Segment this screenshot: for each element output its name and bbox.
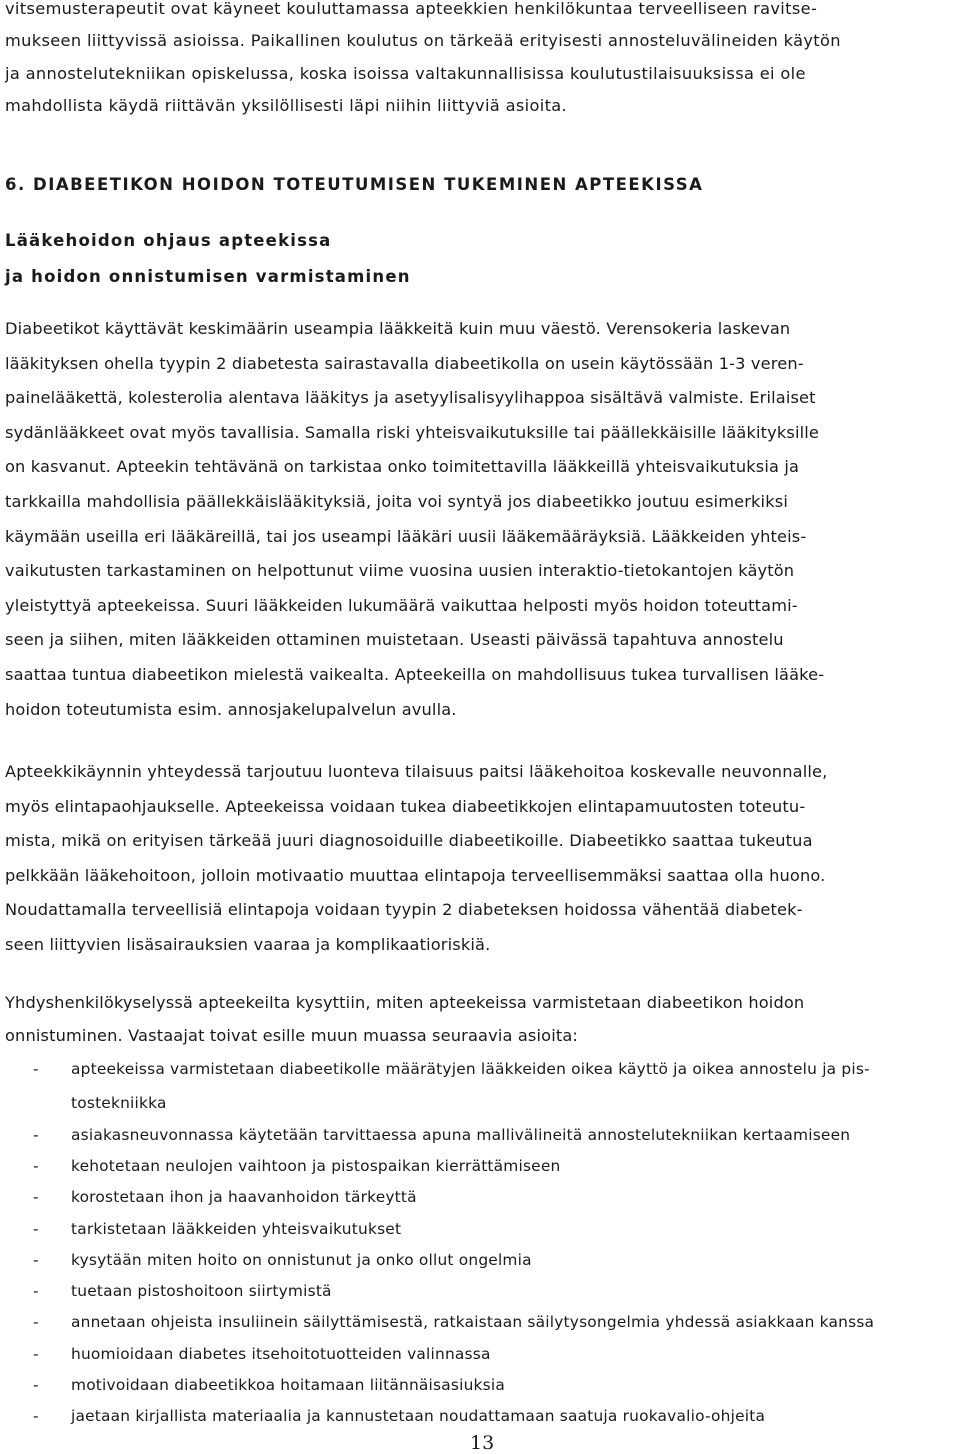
- subheading-line: ja hoidon onnistumisen varmistaminen: [5, 267, 411, 286]
- bullet-dash: -: [33, 1060, 39, 1078]
- bullet-dash: -: [33, 1407, 39, 1425]
- paragraph-line: Diabeetikot käyttävät keskimäärin useampia lääkkeitä kuin muu väestö. Verensokeria laskevan: [5, 319, 791, 338]
- list-item-text: huomioidaan diabetes itsehoitotuotteiden valinnassa: [71, 1345, 491, 1363]
- intro-line: mukseen liittyvissä asioissa. Paikallinen koulutus on tärkeää erityisesti annosteluvälineiden käytön: [5, 31, 841, 51]
- intro-line: mahdollista käydä riittävän yksilöllisesti läpi niihin liittyviä asioita.: [5, 95, 568, 115]
- paragraph-line: seen ja siihen, miten lääkkeiden ottaminen muistetaan. Useasti päivässä tapahtuva annostelu: [5, 630, 784, 650]
- paragraph-line: tarkkailla mahdollisia päällekkäislääkityksiä, joita voi syntyä jos diabeetikko joutuu esimerkiksi: [5, 491, 788, 511]
- paragraph-line: seen liittyvien lisäsairauksien vaaraa ja komplikaatioriskiä.: [5, 934, 491, 954]
- paragraph-line: pelkkään lääkehoitoon, jolloin motivaatio muuttaa elintapoja terveellisemmäksi saattaa olla huono.: [5, 865, 826, 885]
- list-item-text: tostekniikka: [71, 1094, 167, 1112]
- page-number: 13: [470, 1432, 495, 1454]
- intro-line: ja annostelutekniikan opiskelussa, koska isoissa valtakunnallisissa koulutustilaisuuksissa ei ole: [5, 63, 806, 83]
- list-item-text: jaetaan kirjallista materiaalia ja kannustetaan noudattamaan saatuja ruokavalio-ohjeita: [71, 1407, 766, 1425]
- intro-line: vitsemusterapeutit ovat käyneet kouluttamassa apteekkien henkilökuntaa terveelliseen ravitse-: [5, 0, 818, 18]
- bullet-dash: -: [33, 1220, 39, 1238]
- paragraph-line: Noudattamalla terveellisiä elintapoja voidaan tyypin 2 diabeteksen hoidossa vähentää diabetek-: [5, 900, 803, 920]
- bullet-dash: -: [33, 1313, 39, 1331]
- list-item-text: apteekeissa varmistetaan diabeetikolle määrätyjen lääkkeiden oikea käyttö ja oikea annostelu ja pis-: [71, 1060, 870, 1078]
- subheading-line: Lääkehoidon ohjaus apteekissa: [5, 231, 332, 250]
- paragraph-line: on kasvanut. Apteekin tehtävänä on tarkistaa onko toimitettavilla lääkkeillä yhteisvaikutuksia ja: [5, 457, 800, 477]
- bullet-dash: -: [33, 1157, 39, 1175]
- paragraph-line: painelääkettä, kolesterolia alentava lääkitys ja asetyylisalisyylihappoa sisältävä valmiste. Erilaiset: [5, 388, 816, 408]
- bullet-dash: -: [33, 1282, 39, 1300]
- bullet-dash: -: [33, 1188, 39, 1206]
- list-item-text: tarkistetaan lääkkeiden yhteisvaikutukset: [71, 1220, 402, 1238]
- list-item-text: asiakasneuvonnassa käytetään tarvittaessa apuna mallivälineitä annostelutekniikan kertaamiseen: [71, 1126, 851, 1144]
- list-item-text: korostetaan ihon ja haavanhoidon tärkeyttä: [71, 1188, 417, 1206]
- paragraph-survey-intro: [5, 992, 955, 1058]
- paragraph-line: Apteekkikäynnin yhteydessä tarjoutuu luonteva tilaisuus paitsi lääkehoitoa koskevalle neuvonnalle,: [5, 762, 828, 781]
- bullet-dash: -: [33, 1251, 39, 1269]
- list-item-text: tuetaan pistoshoitoon siirtymistä: [71, 1282, 332, 1300]
- paragraph-line: Yhdyshenkilökyselyssä apteekeilta kysyttiin, miten apteekeissa varmistetaan diabeetikon hoidon: [5, 993, 805, 1012]
- paragraph-line: sydänlääkkeet ovat myös tavallisia. Samalla riski yhteisvaikutuksille tai päällekkäisille lääkityksille: [5, 422, 820, 442]
- paragraph-line: myös elintapaohjaukselle. Apteekeissa voidaan tukea diabeetikkojen elintapamuutosten toteutu-: [5, 796, 806, 816]
- paragraph-line: onnistuminen. Vastaajat toivat esille muun muassa seuraavia asioita:: [5, 1026, 579, 1045]
- intro-paragraph: [5, 0, 955, 127]
- paragraph-line: vaikutusten tarkastaminen on helpottunut viime vuosina uusien interaktio-tietokantojen käytön: [5, 561, 795, 581]
- paragraph-line: saattaa tuntua diabeetikon mielestä vaikealta. Apteekeilla on mahdollisuus tukea turvallisen lääke-: [5, 664, 825, 684]
- paragraph-line: mista, mikä on erityisen tärkeää juuri diagnosoiduille diabeetikoille. Diabeetikko saattaa tukeutua: [5, 831, 813, 851]
- paragraph-lifestyle-guidance: [5, 761, 955, 969]
- bullet-dash: -: [33, 1376, 39, 1394]
- bullet-dash: -: [33, 1345, 39, 1363]
- paragraph-medication-guidance: [5, 318, 955, 733]
- section-heading: 6. DIABEETIKON HOIDON TOTEUTUMISEN TUKEMINEN APTEEKISSA: [5, 175, 704, 194]
- bullet-dash: -: [33, 1126, 39, 1144]
- list-item-text: kysytään miten hoito on onnistunut ja onko ollut ongelmia: [71, 1251, 532, 1269]
- paragraph-line: käymään useilla eri lääkäreillä, tai jos useampi lääkäri uusii lääkemääräyksiä. Lääkkeiden yhteis-: [5, 526, 807, 546]
- paragraph-line: hoidon toteutumista esim. annosjakelupalvelun avulla.: [5, 699, 457, 719]
- list-item-text: kehotetaan neulojen vaihtoon ja pistospaikan kierrättämiseen: [71, 1157, 561, 1175]
- list-item-text: motivoidaan diabeetikkoa hoitamaan liitännäisasiuksia: [71, 1376, 505, 1394]
- paragraph-line: lääkityksen ohella tyypin 2 diabetesta sairastavalla diabeetikolla on usein käytössään 1-3 veren-: [5, 353, 804, 373]
- paragraph-line: yleistyttyä apteekeissa. Suuri lääkkeiden lukumäärä vaikuttaa helposti myös hoidon toteuttami-: [5, 595, 798, 615]
- list-item-text: annetaan ohjeista insuliinein säilyttämisestä, ratkaistaan säilytysongelmia yhdessä asiakkaan kanssa: [71, 1313, 875, 1331]
